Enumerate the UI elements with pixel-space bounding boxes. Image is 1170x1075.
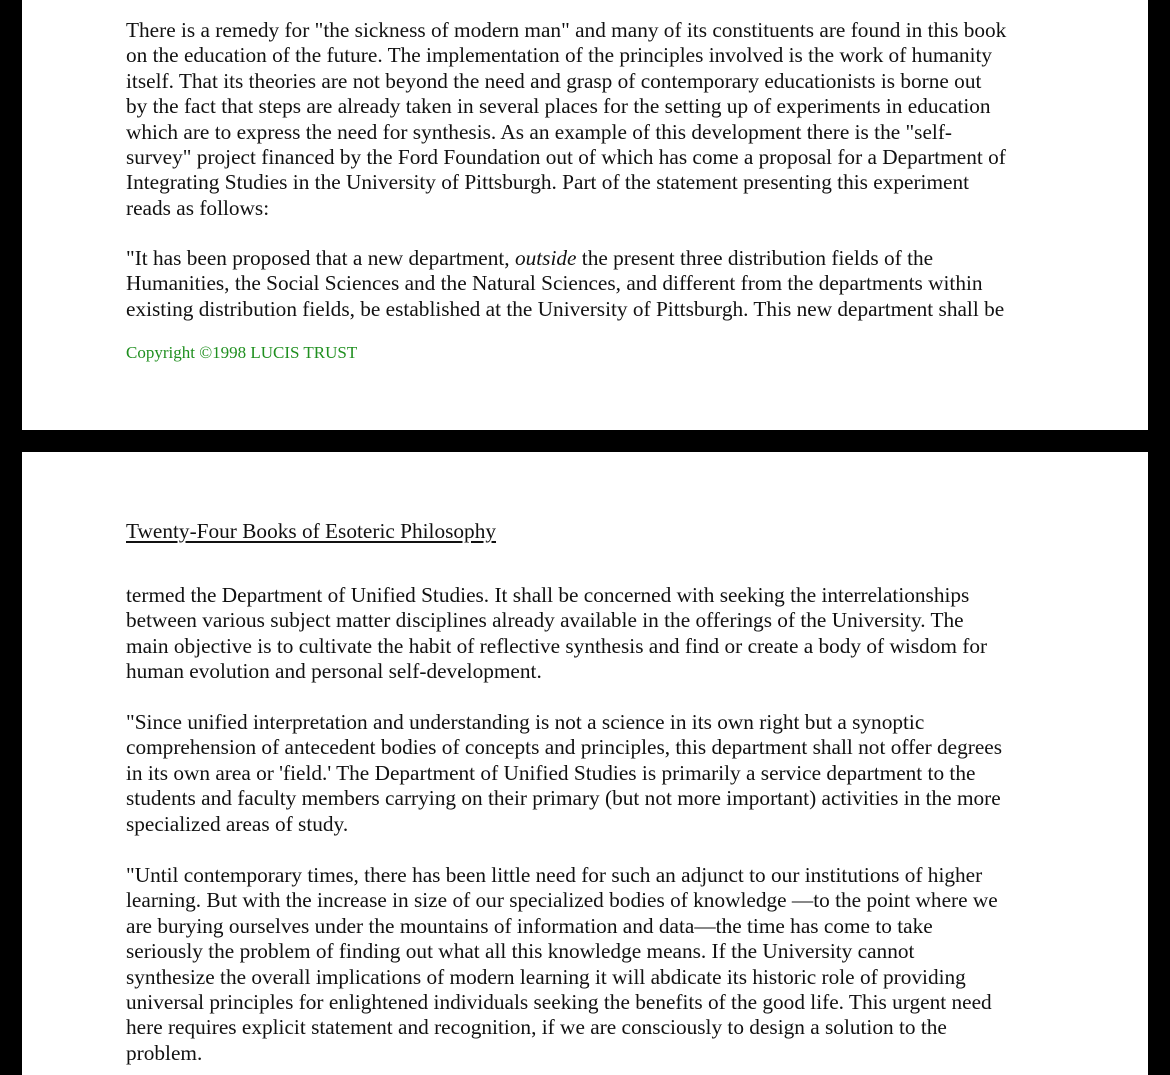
page2-paragraph-1: termed the Department of Unified Studies. It shall be concerned with seeking the interrelationships between various subject matter disciplines already available in the offerings of the University. The main objective is to cultivate the habit of reflective synthesis and find or create a body of wisdom for human evolution and personal self-development. xyxy=(126,583,988,684)
document-page-1 xyxy=(22,0,1148,430)
document-page-2 xyxy=(22,452,1148,1075)
page1-paragraph-2 xyxy=(126,246,1066,322)
page2-paragraph-3: "Until contemporary times, there has been little need for such an adjunct to our institutions of higher learning. But with the increase in size of our specialized bodies of knowledge —to the point where we are burying ourselves under the mountains of information and data—the time has come to take seriously the problem of finding out what all this knowledge means. If the University cannot synthesize the overall implications of modern learning it will abdicate its historic role of providing universal principles for enlightened individuals seeking the benefits of the good life. This urgent need here requires explicit statement and recognition, if we are consciously to design a solution to the problem. xyxy=(126,863,998,1065)
copyright-notice: Copyright ©1998 LUCIS TRUST xyxy=(126,343,358,362)
page1-paragraph-2-end: the present three distribution fields of the Humanities, the Social Sciences and the Natural Sciences, and different from the departments within existing distribution fields, be established at the University of Pittsburgh. This new department shall be xyxy=(126,246,1005,321)
running-head-title: Twenty-Four Books of Esoteric Philosophy xyxy=(126,519,497,543)
page1-paragraph-2-italic: outside xyxy=(514,246,577,270)
page2-paragraph-2: "Since unified interpretation and understanding is not a science in its own right but a synoptic comprehension of antecedent bodies of concepts and principles, this department shall not offer degrees in its own area or 'field.' The Department of Unified Studies is primarily a service department to the students and faculty members carrying on their primary (but not more important) activities in the more specialized areas of study. xyxy=(126,710,1003,836)
page1-paragraph-2-start: "It has been proposed that a new department, xyxy=(126,246,515,270)
page1-paragraph-1: There is a remedy for "the sickness of modern man" and many of its constituents are found in this book on the education of the future. The implementation of the principles involved is the work of humanity itself. That its theories are not beyond the need and grasp of contemporary educationists is borne out by the fact that steps are already taken in several places for the setting up of experiments in education which are to express the need for synthesis. As an example of this development there is the "self- survey" project financed by the Ford Foundation out of which has come a proposal for a Department of Integrating Studies in the University of Pittsburgh. Part of the statement presenting this experiment reads as follows: xyxy=(126,18,1007,220)
